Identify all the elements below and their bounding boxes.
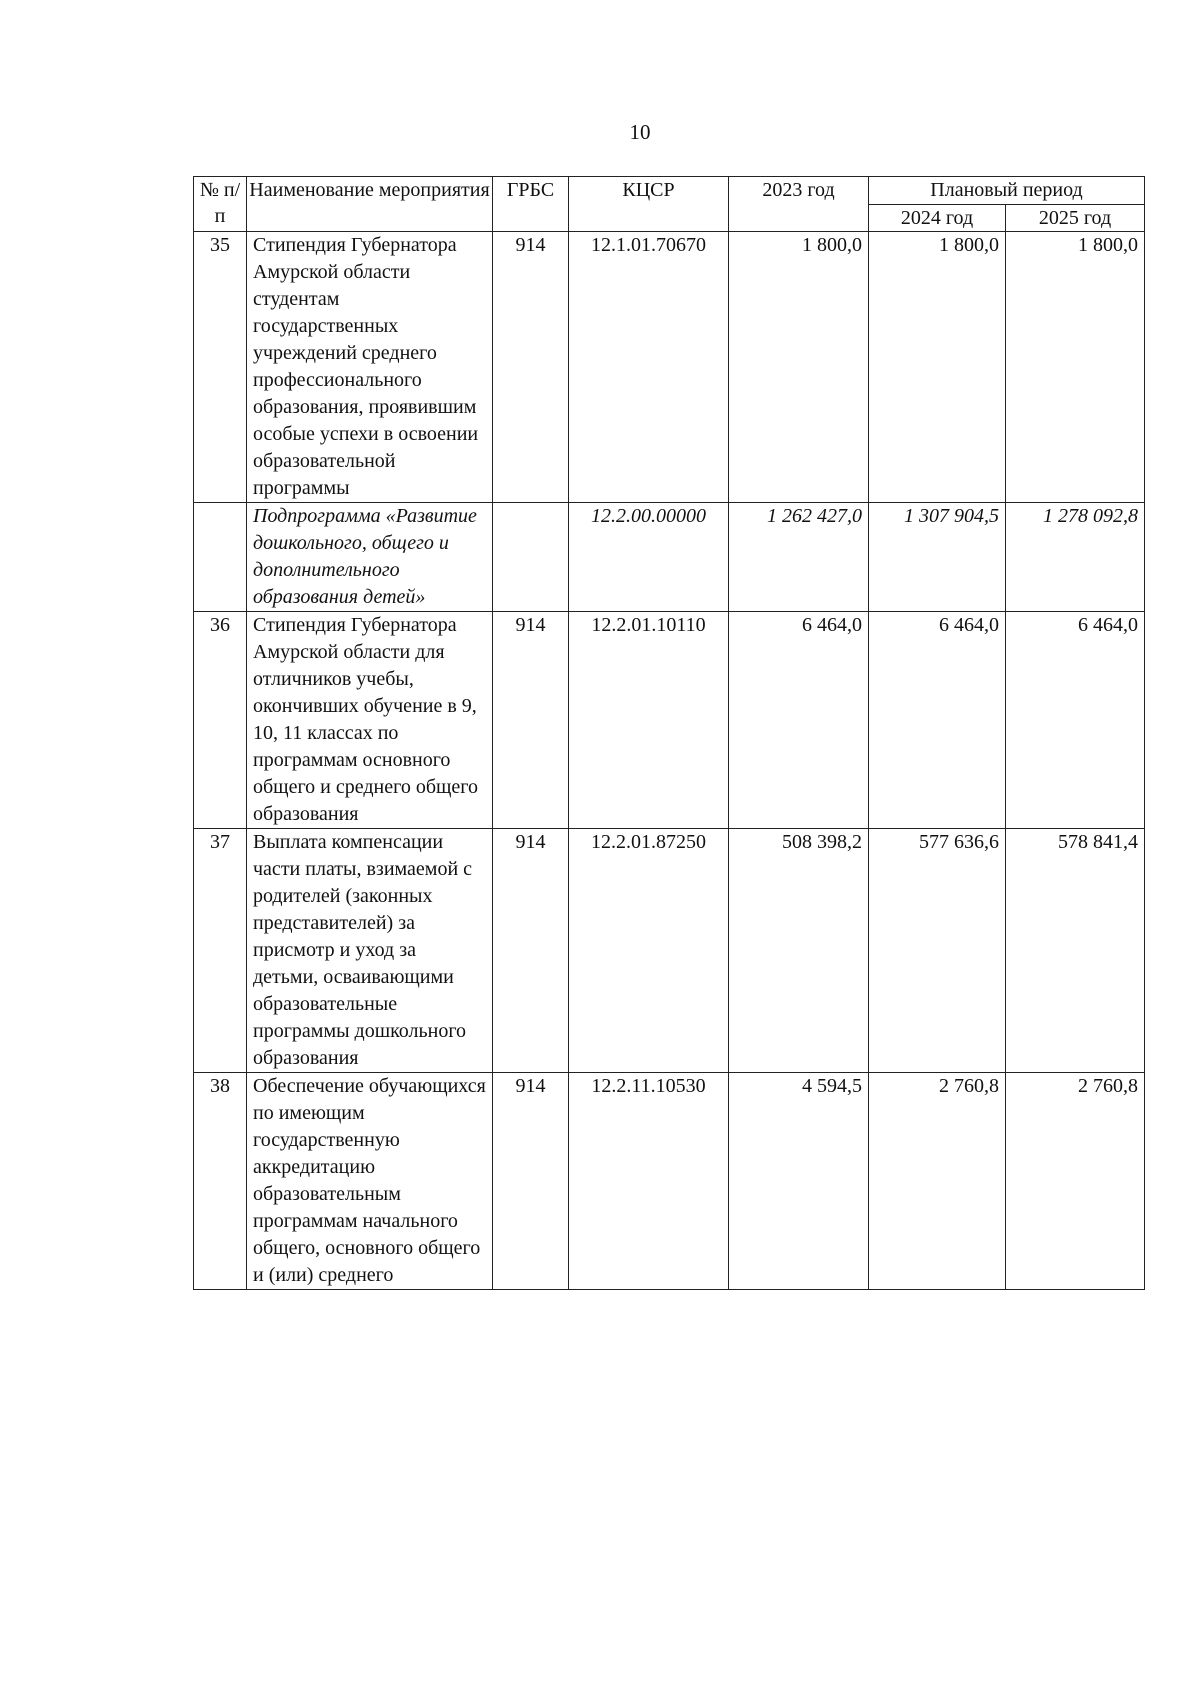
header-planned-period: Плановый период [869,177,1145,205]
row-number [194,503,247,612]
header-2025: 2025 год [1006,205,1145,232]
row-grbs: 914 [493,612,569,829]
row-2023: 508 398,2 [729,829,869,1073]
row-kcsr: 12.2.00.00000 [569,503,729,612]
row-grbs: 914 [493,232,569,503]
row-kcsr: 12.1.01.70670 [569,232,729,503]
row-2023: 4 594,5 [729,1073,869,1290]
row-2025: 578 841,4 [1006,829,1145,1073]
header-no: № п/п [194,177,247,232]
row-2023: 1 800,0 [729,232,869,503]
header-2023: 2023 год [729,177,869,232]
row-2025: 1 800,0 [1006,232,1145,503]
header-grbs: ГРБС [493,177,569,232]
row-name: Стипендия Губернатора Амурской области студентам государственных учреждений среднего профессионального образования, проявившим особые успехи в освоении образовательной программы [247,232,493,503]
row-kcsr: 12.2.01.10110 [569,612,729,829]
row-2025: 6 464,0 [1006,612,1145,829]
row-number: 36 [194,612,247,829]
row-2024: 1 800,0 [869,232,1006,503]
table-row [194,612,1145,829]
page-number: 10 [629,120,651,144]
table-row [194,1073,1145,1290]
row-number: 37 [194,829,247,1073]
row-2024: 577 636,6 [869,829,1006,1073]
row-kcsr: 12.2.11.10530 [569,1073,729,1290]
row-2025: 1 278 092,8 [1006,503,1145,612]
row-2023: 1 262 427,0 [729,503,869,612]
header-2024: 2024 год [869,205,1006,232]
row-2024: 1 307 904,5 [869,503,1006,612]
row-name: Стипендия Губернатора Амурской области для отличников учебы, окончивших обучение в 9, 10, 11 классах по программам основного общего и среднего общего образования [247,612,493,829]
row-2025: 2 760,8 [1006,1073,1145,1290]
row-grbs: 914 [493,1073,569,1290]
header-name: Наименование мероприятия [247,177,493,232]
row-2023: 6 464,0 [729,612,869,829]
row-kcsr: 12.2.01.87250 [569,829,729,1073]
row-name: Подпрограмма «Развитие дошкольного, общего и дополнительного образования детей» [247,503,493,612]
budget-table [193,176,1145,1290]
row-2024: 2 760,8 [869,1073,1006,1290]
row-number: 35 [194,232,247,503]
row-name: Выплата компенсации части платы, взимаемой с родителей (законных представителей) за присмотр и уход за детьми, осваивающими образовательные программы дошкольного образования [247,829,493,1073]
row-number: 38 [194,1073,247,1290]
row-2024: 6 464,0 [869,612,1006,829]
table-header [194,177,1145,232]
subprogram-row [194,503,1145,612]
row-name: Обеспечение обучающихся по имеющим государственную аккредитацию образовательным программам начального общего, основного общего и (или) среднего [247,1073,493,1290]
table-row [194,232,1145,503]
header-kcsr: КЦСР [569,177,729,232]
table-row [194,829,1145,1073]
row-grbs: 914 [493,829,569,1073]
row-grbs [493,503,569,612]
